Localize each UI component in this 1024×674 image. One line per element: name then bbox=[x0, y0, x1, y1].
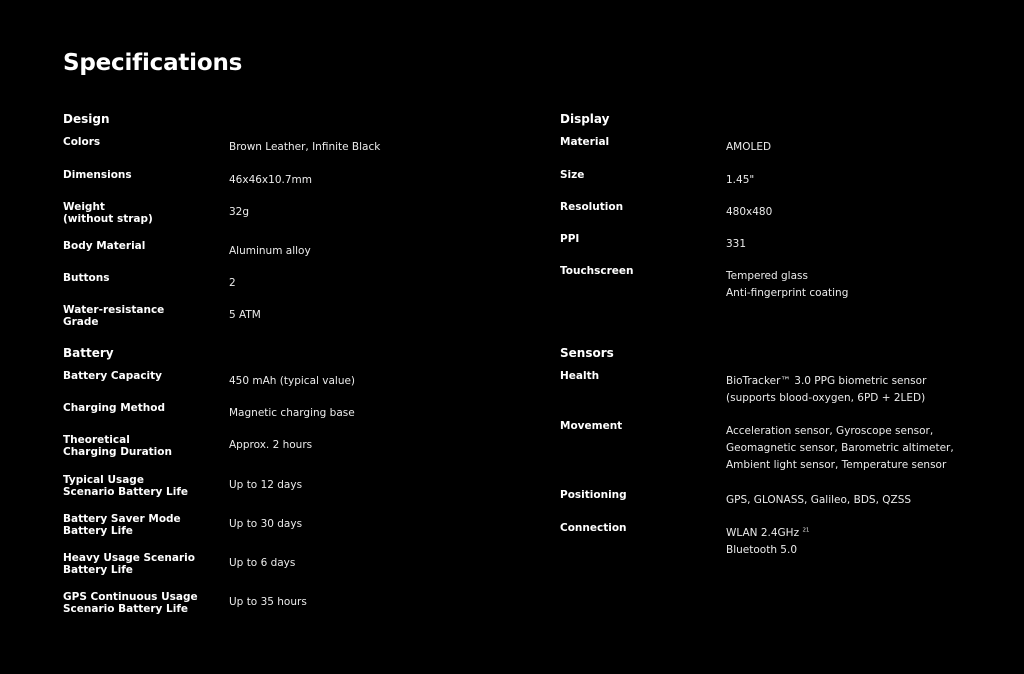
spec-value: Up to 12 days bbox=[229, 479, 303, 491]
spec-value: Approx. 2 hours bbox=[229, 439, 313, 451]
spec-label: Resolution bbox=[560, 201, 624, 213]
spec-label: Colors bbox=[63, 136, 101, 148]
sensors-heading: Sensors bbox=[560, 346, 614, 360]
spec-label: Typical Usage Scenario Battery Life bbox=[63, 474, 189, 498]
spec-label: Touchscreen bbox=[560, 265, 634, 277]
spec-value: Tempered glass Anti-fingerprint coating bbox=[726, 270, 849, 299]
spec-label: Connection bbox=[560, 522, 627, 534]
spec-value: Brown Leather, Infinite Black bbox=[229, 141, 381, 153]
spec-value: 480x480 bbox=[726, 206, 773, 218]
spec-label: Dimensions bbox=[63, 169, 132, 181]
footnote-marker: 21 bbox=[802, 527, 810, 534]
spec-value: BioTracker™ 3.0 PPG biometric sensor (supports blood-oxygen, 6PD + 2LED) bbox=[726, 375, 927, 404]
spec-label: Battery Capacity bbox=[63, 370, 163, 382]
spec-value: 46x46x10.7mm bbox=[229, 174, 312, 186]
spec-value: 2 bbox=[229, 277, 236, 289]
spec-label: Size bbox=[560, 169, 585, 181]
spec-label: Heavy Usage Scenario Battery Life bbox=[63, 552, 195, 576]
spec-value: AMOLED bbox=[726, 141, 772, 153]
page-title: Specifications bbox=[63, 50, 243, 76]
spec-value: 32g bbox=[229, 206, 250, 218]
spec-value: Magnetic charging base bbox=[229, 407, 355, 419]
spec-label: Theoretical Charging Duration bbox=[63, 434, 172, 458]
spec-label: Charging Method bbox=[63, 402, 166, 414]
spec-label: Weight (without strap) bbox=[63, 201, 153, 225]
left-column bbox=[63, 0, 483, 674]
spec-value: Acceleration sensor, Gyroscope sensor, Geomagnetic sensor, Barometric altimeter, Ambient light sensor, Temperature sensor bbox=[726, 425, 954, 471]
spec-label: Positioning bbox=[560, 489, 627, 501]
right-column bbox=[560, 0, 980, 674]
spec-value: 450 mAh (typical value) bbox=[229, 375, 356, 387]
spec-value: Aluminum alloy bbox=[229, 245, 311, 257]
design-heading: Design bbox=[63, 112, 110, 126]
spec-label: Water-resistance Grade bbox=[63, 304, 165, 328]
spec-label: Movement bbox=[560, 420, 623, 432]
spec-value: 331 bbox=[726, 238, 747, 250]
spec-value: 1.45" bbox=[726, 174, 755, 186]
spec-label: PPI bbox=[560, 233, 580, 245]
spec-label: Health bbox=[560, 370, 600, 382]
connection-wlan: WLAN 2.4GHz bbox=[726, 527, 800, 539]
spec-value: GPS, GLONASS, Galileo, BDS, QZSS bbox=[726, 494, 912, 506]
spec-label: Body Material bbox=[63, 240, 146, 252]
spec-value: 5 ATM bbox=[229, 309, 261, 321]
spec-value: Up to 30 days bbox=[229, 518, 303, 530]
spec-value: Up to 6 days bbox=[229, 557, 296, 569]
spec-label: Buttons bbox=[63, 272, 110, 284]
spec-label: GPS Continuous Usage Scenario Battery Life bbox=[63, 591, 198, 615]
spec-value: Up to 35 hours bbox=[229, 596, 307, 608]
spec-label: Battery Saver Mode Battery Life bbox=[63, 513, 181, 537]
battery-heading: Battery bbox=[63, 346, 114, 360]
display-heading: Display bbox=[560, 112, 610, 126]
spec-label: Material bbox=[560, 136, 610, 148]
spec-value: WLAN 2.4GHz $^{21}$ Bluetooth 5.0 bbox=[726, 527, 810, 556]
